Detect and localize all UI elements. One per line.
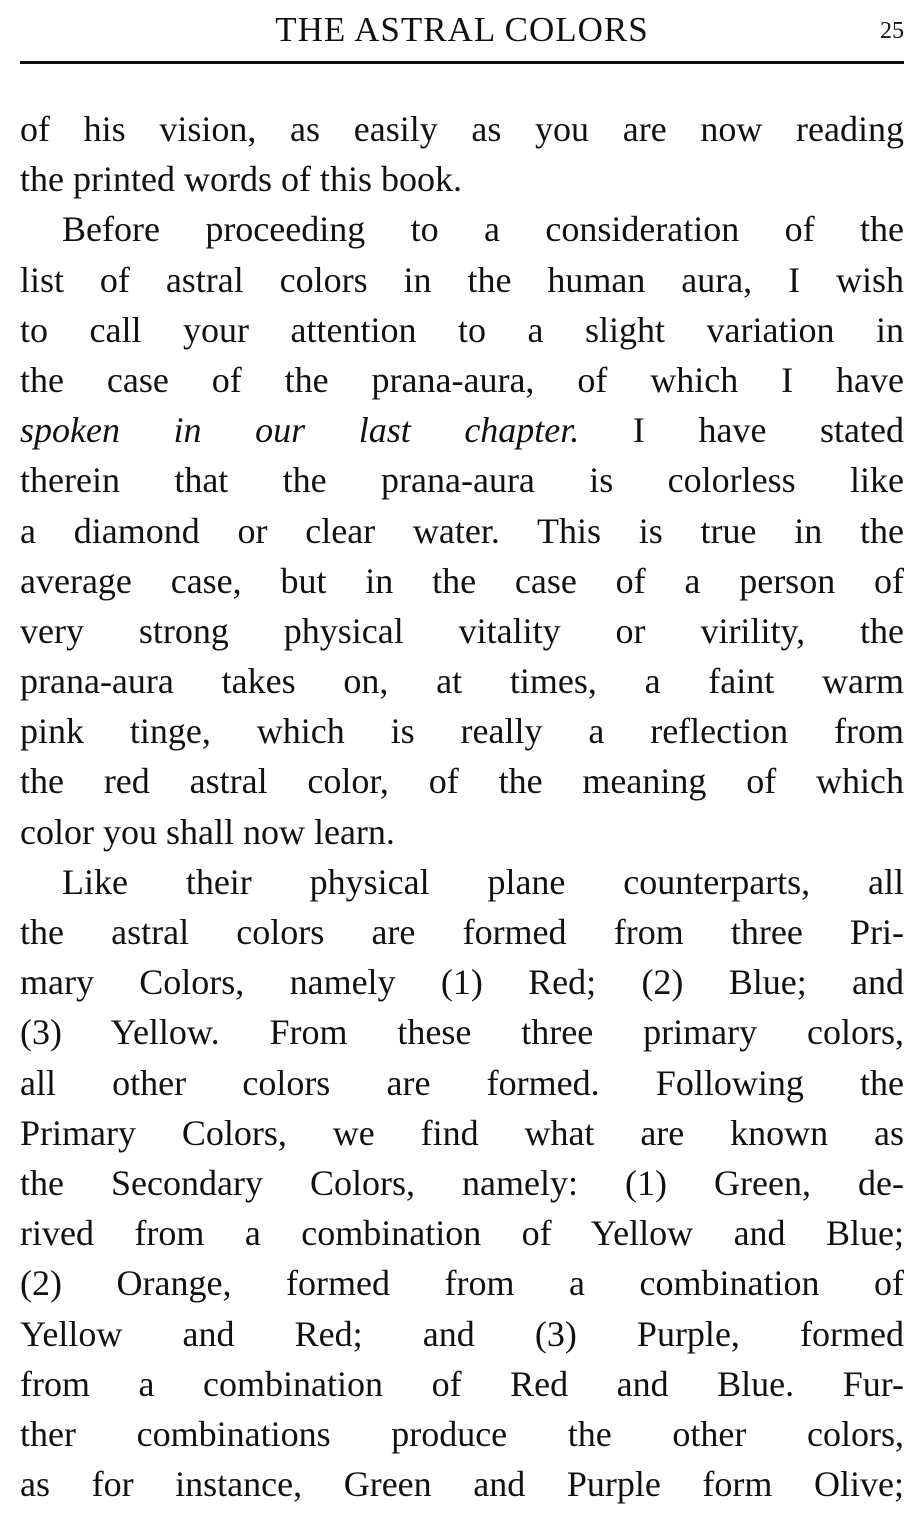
text-line: as for instance, Green and Purple form Olive; xyxy=(20,1464,904,1505)
text-line-italic xyxy=(20,405,904,455)
text-line: very strong physical vitality or virility, the xyxy=(20,610,904,651)
text-line: the astral colors are formed from three Pri- xyxy=(20,912,904,952)
text-line: the printed words of this book. xyxy=(20,159,462,200)
page-number: 25 xyxy=(880,18,904,44)
text-line: the red astral color, of the meaning of which xyxy=(20,761,904,802)
text-line: Primary Colors, we find what are known as xyxy=(20,1112,904,1153)
text-line: (3) Yellow. From these three primary colors, xyxy=(20,1012,904,1053)
chapter-title: THE ASTRAL COLORS xyxy=(275,10,649,49)
book-page xyxy=(20,0,904,1519)
text-line-rest: I have stated xyxy=(579,410,904,451)
text-line: pink tinge, which is really a reflection from xyxy=(20,711,904,752)
text-line: (2) Orange, formed from a combination of xyxy=(20,1263,904,1304)
text-line: color you shall now learn. xyxy=(20,811,395,852)
text-line: from a combination of Red and Blue. Fur- xyxy=(20,1363,904,1404)
text-line: list of astral colors in the human aura, I wish xyxy=(20,259,904,300)
text-line: average case, but in the case of a person of xyxy=(20,560,904,601)
text-line: mary Colors, namely (1) Red; (2) Blue; and xyxy=(20,962,904,1003)
text-line: all other colors are formed. Following the xyxy=(20,1062,904,1103)
text-line: a diamond or clear water. This is true in the xyxy=(20,510,904,551)
running-header xyxy=(20,0,904,64)
text-line: the case of the prana-aura, of which I have xyxy=(20,359,904,400)
text-line: Like their physical plane counterparts, all xyxy=(62,861,904,902)
text-line: to call your attention to a slight variation in xyxy=(20,309,904,350)
header-rule xyxy=(20,61,904,64)
text-line: Yellow and Red; and (3) Purple, formed xyxy=(20,1313,904,1354)
body-text xyxy=(20,104,904,1509)
text-line: prana-aura takes on, at times, a faint warm xyxy=(20,661,904,702)
text-line: rived from a combination of Yellow and Blue; xyxy=(20,1213,904,1254)
text-line: therein that the prana-aura is colorless like xyxy=(20,460,904,501)
text-line: of his vision, as easily as you are now reading xyxy=(20,109,904,149)
text-line: Before proceeding to a consideration of the xyxy=(62,209,904,250)
italic-phrase: spoken in our last chapter. xyxy=(20,410,580,451)
text-line: the Secondary Colors, namely: (1) Green, de- xyxy=(20,1162,904,1203)
text-line: ther combinations produce the other colors, xyxy=(20,1413,904,1454)
